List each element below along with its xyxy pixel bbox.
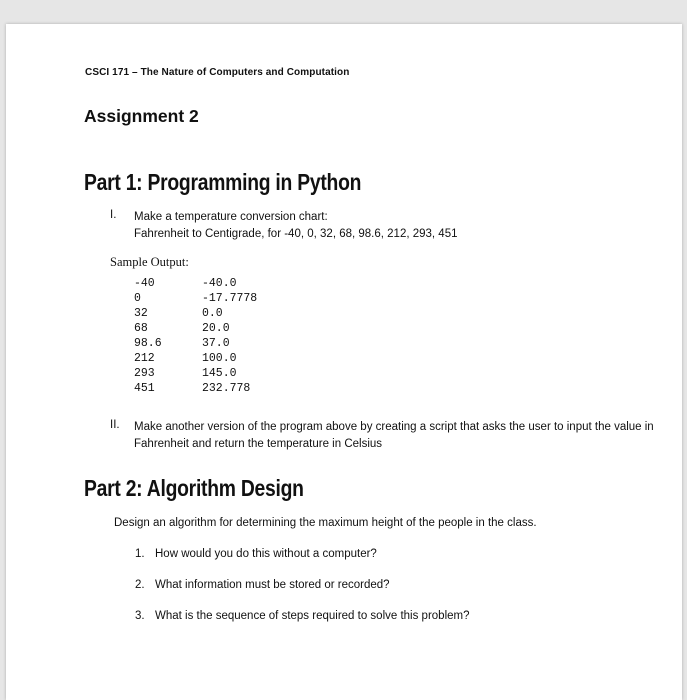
table-row — [134, 276, 257, 291]
fahrenheit-cell: 293 — [134, 367, 155, 380]
table-row — [134, 351, 257, 366]
celsius-cell: 37.0 — [202, 337, 230, 350]
celsius-cell: -40.0 — [202, 277, 237, 290]
list-item — [135, 610, 470, 622]
celsius-cell: 232.778 — [202, 382, 251, 395]
fahrenheit-cell: 0 — [134, 292, 141, 305]
sample-output-label: Sample Output: — [110, 255, 189, 269]
item-numeral: I. — [110, 209, 117, 221]
list-item — [135, 579, 390, 591]
fahrenheit-cell: 32 — [134, 307, 148, 320]
question-text: How would you do this without a computer? — [155, 548, 377, 560]
course-header: CSCI 171 – The Nature of Computers and Computation — [85, 67, 350, 78]
sample-output-table — [134, 276, 257, 396]
item-2-text: Make another version of the program above by creating a script that asks the user to input the value in Fahrenheit and return the temperature in Celsius — [134, 421, 654, 450]
celsius-cell: -17.7778 — [202, 292, 258, 305]
question-number: 3. — [135, 610, 145, 622]
part1-title: Part 1: Programming in Python — [84, 169, 362, 195]
question-text: What information must be stored or recorded? — [155, 579, 390, 591]
fahrenheit-cell: -40 — [134, 277, 155, 290]
celsius-cell: 0.0 — [202, 307, 223, 320]
list-item — [135, 548, 377, 560]
question-number: 2. — [135, 579, 145, 591]
table-row — [134, 366, 257, 381]
table-row — [134, 321, 257, 336]
celsius-cell: 20.0 — [202, 322, 230, 335]
assignment-title: Assignment 2 — [84, 106, 199, 126]
item-1-text — [134, 209, 458, 243]
fahrenheit-cell: 98.6 — [134, 337, 162, 350]
table-row — [134, 291, 257, 306]
item-1-line2: Fahrenheit to Centigrade, for -40, 0, 32, 68, 98.6, 212, 293, 451 — [134, 228, 458, 240]
question-text: What is the sequence of steps required to solve this problem? — [155, 610, 470, 622]
document-page — [6, 24, 682, 700]
celsius-cell: 100.0 — [202, 352, 237, 365]
part2-intro: Design an algorithm for determining the maximum height of the people in the class. — [114, 517, 537, 529]
question-number: 1. — [135, 548, 145, 560]
table-row — [134, 306, 257, 321]
item-numeral: II. — [110, 419, 120, 431]
fahrenheit-cell: 451 — [134, 382, 155, 395]
part2-title: Part 2: Algorithm Design — [84, 475, 304, 501]
table-row — [134, 336, 257, 351]
celsius-cell: 145.0 — [202, 367, 237, 380]
table-row — [134, 381, 257, 396]
item-1-line1: Make a temperature conversion chart: — [134, 211, 328, 223]
fahrenheit-cell: 68 — [134, 322, 148, 335]
fahrenheit-cell: 212 — [134, 352, 155, 365]
